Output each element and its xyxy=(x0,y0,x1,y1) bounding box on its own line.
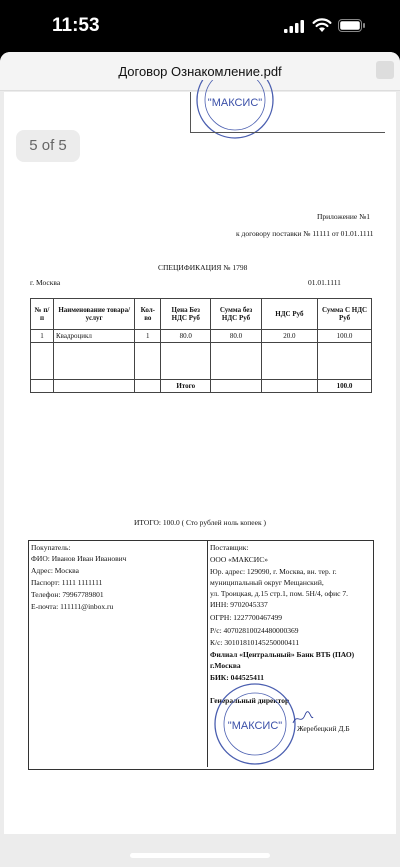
cellular-signal-icon xyxy=(284,20,304,33)
supplier-inn: ИНН: 9702045337 xyxy=(210,600,268,609)
signature-mark xyxy=(291,711,315,727)
spec-date: 01.01.1111 xyxy=(308,278,341,287)
col-header: Цена Без НДС Руб xyxy=(161,299,211,330)
total-row xyxy=(31,380,372,393)
pdf-page-2 xyxy=(4,434,396,834)
supplier-address-1: Юр. адрес: 129090, г. Москва, вн. тер. г. xyxy=(210,567,337,576)
supplier-ks: К/с: 30101810145250000411 xyxy=(210,638,300,647)
supplier-address-3: ул. Троицкая, д.15 стр.1, пом. 5Н/4, офис 7. xyxy=(210,589,349,598)
page-indicator: 5 of 5 xyxy=(16,130,80,162)
supplier-heading: Поставщик: xyxy=(210,543,249,552)
buyer-name: ФИО: Иванов Иван Иванович xyxy=(31,554,127,563)
buyer-heading: Покупатель: xyxy=(31,543,71,552)
buyer-address: Адрес: Москва xyxy=(31,566,79,575)
buyer-phone: Телефон: 79967789801 xyxy=(31,590,104,599)
home-indicator[interactable] xyxy=(130,853,270,858)
city-label: г. Москва xyxy=(30,278,61,287)
supplier-bik: БИК: 044525411 xyxy=(210,673,264,682)
cell: 20.0 xyxy=(261,330,317,343)
table-row xyxy=(31,330,372,343)
parties-box xyxy=(28,540,374,770)
col-header: Наименование товара/услуг xyxy=(53,299,134,330)
document-viewer-sheet xyxy=(0,52,400,867)
column-divider xyxy=(207,541,208,767)
total-value: 100.0 xyxy=(318,380,372,393)
status-bar xyxy=(0,0,400,52)
empty-row xyxy=(31,343,372,380)
battery-icon xyxy=(338,19,366,32)
supplier-name: ООО «МАКСИС» xyxy=(210,555,268,564)
cell: Квадроцикл xyxy=(53,330,134,343)
close-button[interactable] xyxy=(376,61,394,79)
cell: 1 xyxy=(135,330,161,343)
document-title: Договор Ознакомление.pdf xyxy=(118,64,282,79)
signer-name: Жеребецкий Д.Б xyxy=(297,724,350,733)
cell: 80.0 xyxy=(161,330,211,343)
col-header: Кол-во xyxy=(135,299,161,330)
supplier-rs: Р/с: 40702810024480000369 xyxy=(210,626,299,635)
signature-box xyxy=(190,92,385,133)
stamp-text: "МАКСИС" xyxy=(227,720,283,732)
buyer-passport: Паспорт: 1111 1111111 xyxy=(31,578,103,587)
spec-title: СПЕЦИФИКАЦИЯ № 1798 xyxy=(158,263,248,272)
total-amount-text: ИТОГО: 100.0 ( Сто рублей ноль копеек ) xyxy=(134,518,266,527)
supplier-bank-1: Филиал «Центральный» Банк ВТБ (ПАО) xyxy=(210,650,355,659)
supplier-ogrn: ОГРН: 1227700467499 xyxy=(210,613,283,622)
col-header: НДС Руб xyxy=(261,299,317,330)
appendix-label: Приложение №1 xyxy=(317,212,371,221)
cell: 80.0 xyxy=(211,330,261,343)
total-label: Итого xyxy=(161,380,211,393)
director-title: Генеральный директор xyxy=(210,696,290,705)
col-header: Сумма С НДС Руб xyxy=(318,299,372,330)
contract-reference: к договору поставки № 11111 от 01.01.1111 xyxy=(236,229,374,238)
clock: 11:53 xyxy=(52,15,100,36)
stamp-text: "МАКСИС" xyxy=(207,97,263,109)
company-stamp xyxy=(209,681,301,767)
wifi-icon xyxy=(312,18,332,33)
supplier-bank-2: г.Москва xyxy=(210,661,241,670)
buyer-email: E-почта: 111111@inbox.ru xyxy=(31,602,114,611)
col-header: № п/п xyxy=(31,299,54,330)
col-header: Сумма без НДС Руб xyxy=(211,299,261,330)
cell: 1 xyxy=(31,330,54,343)
supplier-address-2: муниципальный округ Мещанский, xyxy=(210,578,324,587)
spec-table xyxy=(30,298,372,393)
cell: 100.0 xyxy=(318,330,372,343)
